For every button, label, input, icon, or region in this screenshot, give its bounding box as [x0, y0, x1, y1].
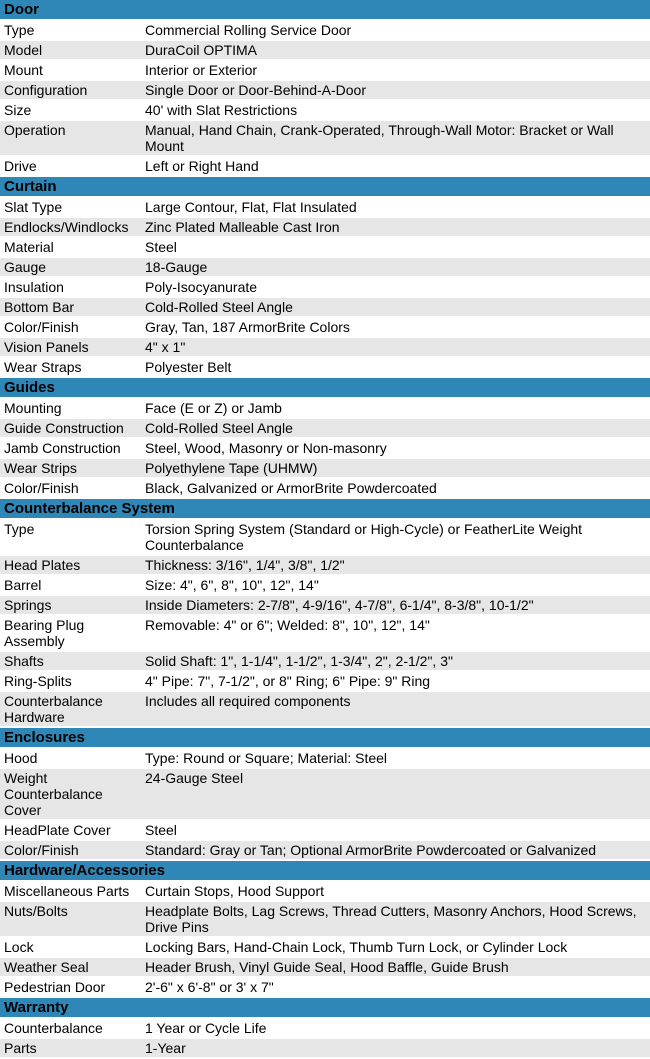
spec-value: Size: 4", 6", 8", 10", 12", 14"	[141, 575, 650, 595]
spec-label: Springs	[0, 595, 141, 615]
spec-row	[0, 297, 650, 317]
spec-label: Configuration	[0, 80, 141, 100]
spec-row	[0, 691, 650, 727]
spec-value: Removable: 4" or 6"; Welded: 8", 10", 12", 14"	[141, 615, 650, 651]
section-title: Counterbalance System	[0, 498, 650, 519]
section-title: Hardware/Accessories	[0, 860, 650, 881]
spec-label: Drive	[0, 156, 141, 176]
spec-row	[0, 80, 650, 100]
section-title: Door	[0, 0, 650, 20]
spec-row	[0, 40, 650, 60]
spec-label: HeadPlate Cover	[0, 820, 141, 840]
spec-value: 1-Year	[141, 1038, 650, 1058]
spec-value: Thickness: 3/16", 1/4", 3/8", 1/2"	[141, 555, 650, 575]
spec-label: Guide Construction	[0, 418, 141, 438]
spec-row	[0, 357, 650, 377]
spec-row	[0, 977, 650, 997]
spec-value: Header Brush, Vinyl Guide Seal, Hood Baffle, Guide Brush	[141, 957, 650, 977]
spec-label: Head Plates	[0, 555, 141, 575]
spec-value: Cold-Rolled Steel Angle	[141, 297, 650, 317]
spec-row	[0, 418, 650, 438]
spec-value: Inside Diameters: 2-7/8", 4-9/16", 4-7/8", 6-1/4", 8-3/8", 10-1/2"	[141, 595, 650, 615]
spec-label: Pedestrian Door	[0, 977, 141, 997]
spec-value: DuraCoil OPTIMA	[141, 40, 650, 60]
spec-label: Color/Finish	[0, 478, 141, 498]
spec-row	[0, 237, 650, 257]
spec-value: 4" x 1"	[141, 337, 650, 357]
section-header-door	[0, 0, 650, 20]
spec-label: Endlocks/Windlocks	[0, 217, 141, 237]
spec-value: 18-Gauge	[141, 257, 650, 277]
spec-label: Shafts	[0, 651, 141, 671]
spec-value: Solid Shaft: 1", 1-1/4", 1-1/2", 1-3/4", 2", 2-1/2", 3"	[141, 651, 650, 671]
spec-value: 40' with Slat Restrictions	[141, 100, 650, 120]
spec-value: Torsion Spring System (Standard or High-Cycle) or FeatherLite Weight Counterbalance	[141, 519, 650, 555]
spec-label: Hood	[0, 748, 141, 768]
spec-row	[0, 60, 650, 80]
spec-row	[0, 1038, 650, 1058]
spec-label: Lock	[0, 937, 141, 957]
spec-row	[0, 937, 650, 957]
spec-value: Curtain Stops, Hood Support	[141, 881, 650, 901]
spec-row	[0, 957, 650, 977]
spec-label: Parts	[0, 1038, 141, 1058]
spec-label: Barrel	[0, 575, 141, 595]
spec-row	[0, 595, 650, 615]
spec-value: Standard: Gray or Tan; Optional ArmorBrite Powdercoated or Galvanized	[141, 840, 650, 860]
spec-label: Insulation	[0, 277, 141, 297]
spec-row	[0, 398, 650, 418]
spec-row	[0, 615, 650, 651]
section-title: Enclosures	[0, 727, 650, 748]
spec-value: Includes all required components	[141, 691, 650, 727]
section-header-enclosures	[0, 727, 650, 748]
spec-label: Bearing Plug Assembly	[0, 615, 141, 651]
spec-label: Miscellaneous Parts	[0, 881, 141, 901]
spec-row	[0, 651, 650, 671]
spec-row	[0, 575, 650, 595]
spec-label: Counterbalance Hardware	[0, 691, 141, 727]
spec-label: Color/Finish	[0, 317, 141, 337]
spec-label: Counterbalance	[0, 1018, 141, 1038]
spec-row	[0, 438, 650, 458]
spec-value: Steel	[141, 237, 650, 257]
spec-row	[0, 197, 650, 217]
spec-label: Wear Strips	[0, 458, 141, 478]
section-header-guides	[0, 377, 650, 398]
spec-label: Wear Straps	[0, 357, 141, 377]
spec-value: Left or Right Hand	[141, 156, 650, 176]
spec-value: Manual, Hand Chain, Crank-Operated, Through-Wall Motor: Bracket or Wall Mount	[141, 120, 650, 156]
spec-label: Jamb Construction	[0, 438, 141, 458]
section-header-hardware-accessories	[0, 860, 650, 881]
spec-label: Mount	[0, 60, 141, 80]
section-title: Warranty	[0, 997, 650, 1018]
spec-label: Nuts/Bolts	[0, 901, 141, 937]
spec-label: Size	[0, 100, 141, 120]
spec-row	[0, 100, 650, 120]
spec-value: Gray, Tan, 187 ArmorBrite Colors	[141, 317, 650, 337]
spec-row	[0, 901, 650, 937]
spec-value: Large Contour, Flat, Flat Insulated	[141, 197, 650, 217]
spec-value: Type: Round or Square; Material: Steel	[141, 748, 650, 768]
spec-value: Headplate Bolts, Lag Screws, Thread Cutters, Masonry Anchors, Hood Screws, Drive Pins	[141, 901, 650, 937]
spec-row	[0, 768, 650, 820]
spec-value: Commercial Rolling Service Door	[141, 20, 650, 40]
spec-label: Ring-Splits	[0, 671, 141, 691]
spec-row	[0, 120, 650, 156]
spec-label: Gauge	[0, 257, 141, 277]
spec-value: Face (E or Z) or Jamb	[141, 398, 650, 418]
spec-value: 2'-6" x 6'-8" or 3' x 7"	[141, 977, 650, 997]
spec-row	[0, 337, 650, 357]
spec-label: Slat Type	[0, 197, 141, 217]
spec-label: Mounting	[0, 398, 141, 418]
spec-label: Model	[0, 40, 141, 60]
spec-row	[0, 317, 650, 337]
spec-value: Locking Bars, Hand-Chain Lock, Thumb Turn Lock, or Cylinder Lock	[141, 937, 650, 957]
spec-value: Poly-Isocyanurate	[141, 277, 650, 297]
spec-row	[0, 257, 650, 277]
spec-label: Type	[0, 519, 141, 555]
spec-value: 1 Year or Cycle Life	[141, 1018, 650, 1038]
spec-value: Polyethylene Tape (UHMW)	[141, 458, 650, 478]
spec-row	[0, 156, 650, 176]
spec-row	[0, 20, 650, 40]
spec-label: Bottom Bar	[0, 297, 141, 317]
spec-row	[0, 1018, 650, 1038]
spec-value: Steel, Wood, Masonry or Non-masonry	[141, 438, 650, 458]
section-header-curtain	[0, 176, 650, 197]
spec-value: Zinc Plated Malleable Cast Iron	[141, 217, 650, 237]
spec-row	[0, 555, 650, 575]
spec-row	[0, 217, 650, 237]
spec-label: Weather Seal	[0, 957, 141, 977]
spec-value: Polyester Belt	[141, 357, 650, 377]
spec-value: 24-Gauge Steel	[141, 768, 650, 820]
spec-value: Single Door or Door-Behind-A-Door	[141, 80, 650, 100]
spec-label: Vision Panels	[0, 337, 141, 357]
section-header-counterbalance-system	[0, 498, 650, 519]
spec-value: Steel	[141, 820, 650, 840]
spec-row	[0, 519, 650, 555]
spec-row	[0, 881, 650, 901]
spec-row	[0, 671, 650, 691]
spec-value: 4" Pipe: 7", 7-1/2", or 8" Ring; 6" Pipe: 9" Ring	[141, 671, 650, 691]
spec-value: Interior or Exterior	[141, 60, 650, 80]
section-title: Curtain	[0, 176, 650, 197]
spec-value: Black, Galvanized or ArmorBrite Powdercoated	[141, 478, 650, 498]
spec-value: Cold-Rolled Steel Angle	[141, 418, 650, 438]
spec-row	[0, 840, 650, 860]
section-title: Guides	[0, 377, 650, 398]
spec-label: Material	[0, 237, 141, 257]
spec-label: Type	[0, 20, 141, 40]
spec-row	[0, 458, 650, 478]
spec-row	[0, 820, 650, 840]
spec-label: Color/Finish	[0, 840, 141, 860]
spec-label: Weight Counterbalance Cover	[0, 768, 141, 820]
spec-row	[0, 748, 650, 768]
spec-row	[0, 478, 650, 498]
spec-row	[0, 277, 650, 297]
spec-label: Operation	[0, 120, 141, 156]
